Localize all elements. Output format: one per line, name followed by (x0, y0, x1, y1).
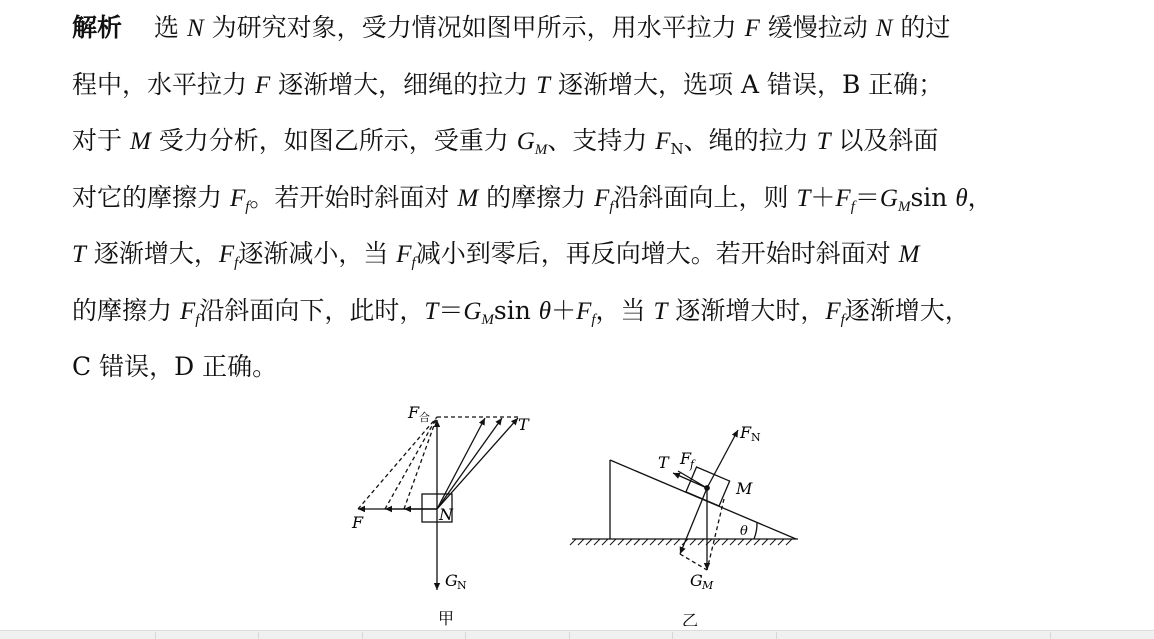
text-segment: 选 (154, 13, 187, 42)
subscript: f (591, 311, 596, 328)
math-variable: T (816, 128, 831, 155)
text-segment: 的过 (892, 13, 951, 42)
math-variable: F (655, 128, 671, 155)
label-n: N (439, 505, 453, 524)
component-arrow (680, 488, 707, 554)
text-line-7 (72, 339, 1082, 396)
text-line-5 (72, 226, 1082, 283)
text-segment: 逐渐增大， (844, 295, 970, 325)
text-segment: 对于 (72, 126, 130, 155)
text-segment: ＋ (551, 295, 577, 325)
math-variable: M (898, 241, 920, 268)
math-variable: θ (538, 297, 552, 325)
math-variable: G (879, 184, 898, 212)
text-segment: 的摩擦力 (72, 295, 180, 325)
caption-a: 甲 (438, 609, 455, 626)
text-segment: 逐渐增大，选项 A 错误，B 正确； (550, 69, 944, 99)
subscript: N (670, 140, 684, 158)
math-variable: F (179, 297, 196, 325)
text-segment: 、绳的拉力 (683, 126, 817, 155)
label-ff: F (680, 449, 692, 468)
heading-label: 解析 (72, 13, 123, 42)
math-variable: T (424, 297, 439, 325)
math-variable: F (594, 184, 610, 212)
solution-text (72, 0, 1082, 396)
math-variable: F (396, 241, 412, 268)
label-f-a: F (352, 513, 364, 532)
text-segment: 减小到零后，再反向增大。若开始时斜面对 (415, 239, 899, 268)
text-segment: ， (967, 182, 993, 212)
text-segment: 逐渐增大时， (667, 295, 826, 325)
label-m: M (736, 479, 753, 498)
label-ff-sub: f (690, 458, 695, 471)
caption-b: 乙 (682, 611, 699, 626)
text-line-2 (72, 57, 1082, 114)
text-line-6 (72, 283, 1082, 340)
decomposition-dashes (680, 499, 724, 570)
subscript: f (840, 311, 845, 328)
math-variable: F (825, 297, 841, 325)
math-variable: F (744, 15, 760, 42)
text-segment: 为研究对象，受力情况如图甲所示，用水平拉力 (203, 13, 745, 42)
label-theta: θ (740, 524, 748, 539)
text-segment: ，当 (595, 295, 654, 325)
label-g-n-sub: N (457, 579, 467, 592)
text-segment: 受力分析，如图乙所示，受重力 (150, 126, 517, 155)
text-line-4 (72, 170, 1082, 227)
ground-hatch (570, 539, 792, 545)
math-variable: θ (955, 184, 968, 212)
rope-line-t (678, 471, 707, 488)
math-variable: F (229, 184, 246, 212)
label-fn-sub: N (751, 431, 761, 444)
math-variable: F (218, 241, 235, 268)
figure-a-labels (351, 403, 530, 626)
math-variable: F (254, 71, 271, 99)
figure-a-diagram (358, 417, 518, 590)
normal-force-arrow-fn (707, 430, 738, 488)
label-g-n: G (445, 571, 458, 590)
figure-b-labels (658, 423, 761, 626)
label-t-b: T (658, 453, 669, 472)
subscript: M (897, 198, 911, 215)
math-variable: T (796, 184, 811, 212)
force-diagrams (340, 396, 810, 626)
text-segment: 逐渐增大，细绳的拉力 (270, 69, 537, 99)
text-segment: sin (493, 295, 539, 325)
subscript: f (850, 198, 855, 215)
tension-arrow-t2 (437, 418, 502, 509)
label-fn: F (740, 423, 752, 442)
text-segment: 。若开始时斜面对 (249, 182, 458, 212)
theta-arc (754, 522, 757, 539)
text-segment: 缓慢拉动 (759, 13, 876, 42)
text-segment: 对它的摩擦力 (72, 182, 230, 212)
label-g-m: G (690, 571, 703, 590)
math-variable: T (536, 71, 551, 99)
math-variable: F (576, 297, 592, 325)
text-segment: C 错误，D 正确。 (72, 352, 278, 381)
math-variable: F (835, 184, 851, 212)
text-segment: 、支持力 (547, 126, 656, 155)
math-variable: T (72, 241, 86, 268)
text-segment: 逐渐减小，当 (238, 239, 397, 268)
subscript: f (411, 255, 416, 271)
subscript: f (609, 198, 614, 215)
label-g-m-sub: M (702, 579, 714, 592)
parallelogram-dashes (358, 417, 518, 509)
text-segment: 沿斜面向上，则 (613, 182, 797, 212)
math-variable: T (653, 297, 668, 325)
math-variable: G (516, 128, 535, 155)
text-segment: 逐渐增大， (85, 239, 219, 268)
math-variable: M (457, 184, 479, 212)
text-segment: sin (910, 182, 956, 212)
label-t-a: T (518, 415, 529, 434)
text-segment: ＋ (810, 182, 836, 212)
block-m-center (705, 486, 709, 490)
text-segment: 的摩擦力 (478, 182, 595, 212)
math-variable: N (875, 15, 893, 42)
subscript: f (234, 255, 239, 271)
label-f-resultant: F (408, 403, 420, 422)
math-variable: M (129, 128, 151, 155)
subscript: f (195, 311, 200, 328)
text-line-3 (72, 113, 1082, 170)
text-segment: 沿斜面向下，此时， (199, 295, 425, 325)
math-variable: N (186, 15, 204, 42)
text-segment: ＝ (438, 295, 464, 325)
subscript: M (481, 311, 494, 328)
text-segment: ＝ (854, 182, 880, 212)
subscript: f (245, 198, 250, 215)
text-line-1 (72, 0, 1082, 57)
text-segment: 程中，水平拉力 (72, 69, 255, 99)
subscript: M (534, 142, 548, 158)
text-segment: 以及斜面 (830, 126, 939, 155)
math-variable: G (463, 297, 482, 325)
label-f-resultant-sub: 合 (419, 411, 430, 424)
